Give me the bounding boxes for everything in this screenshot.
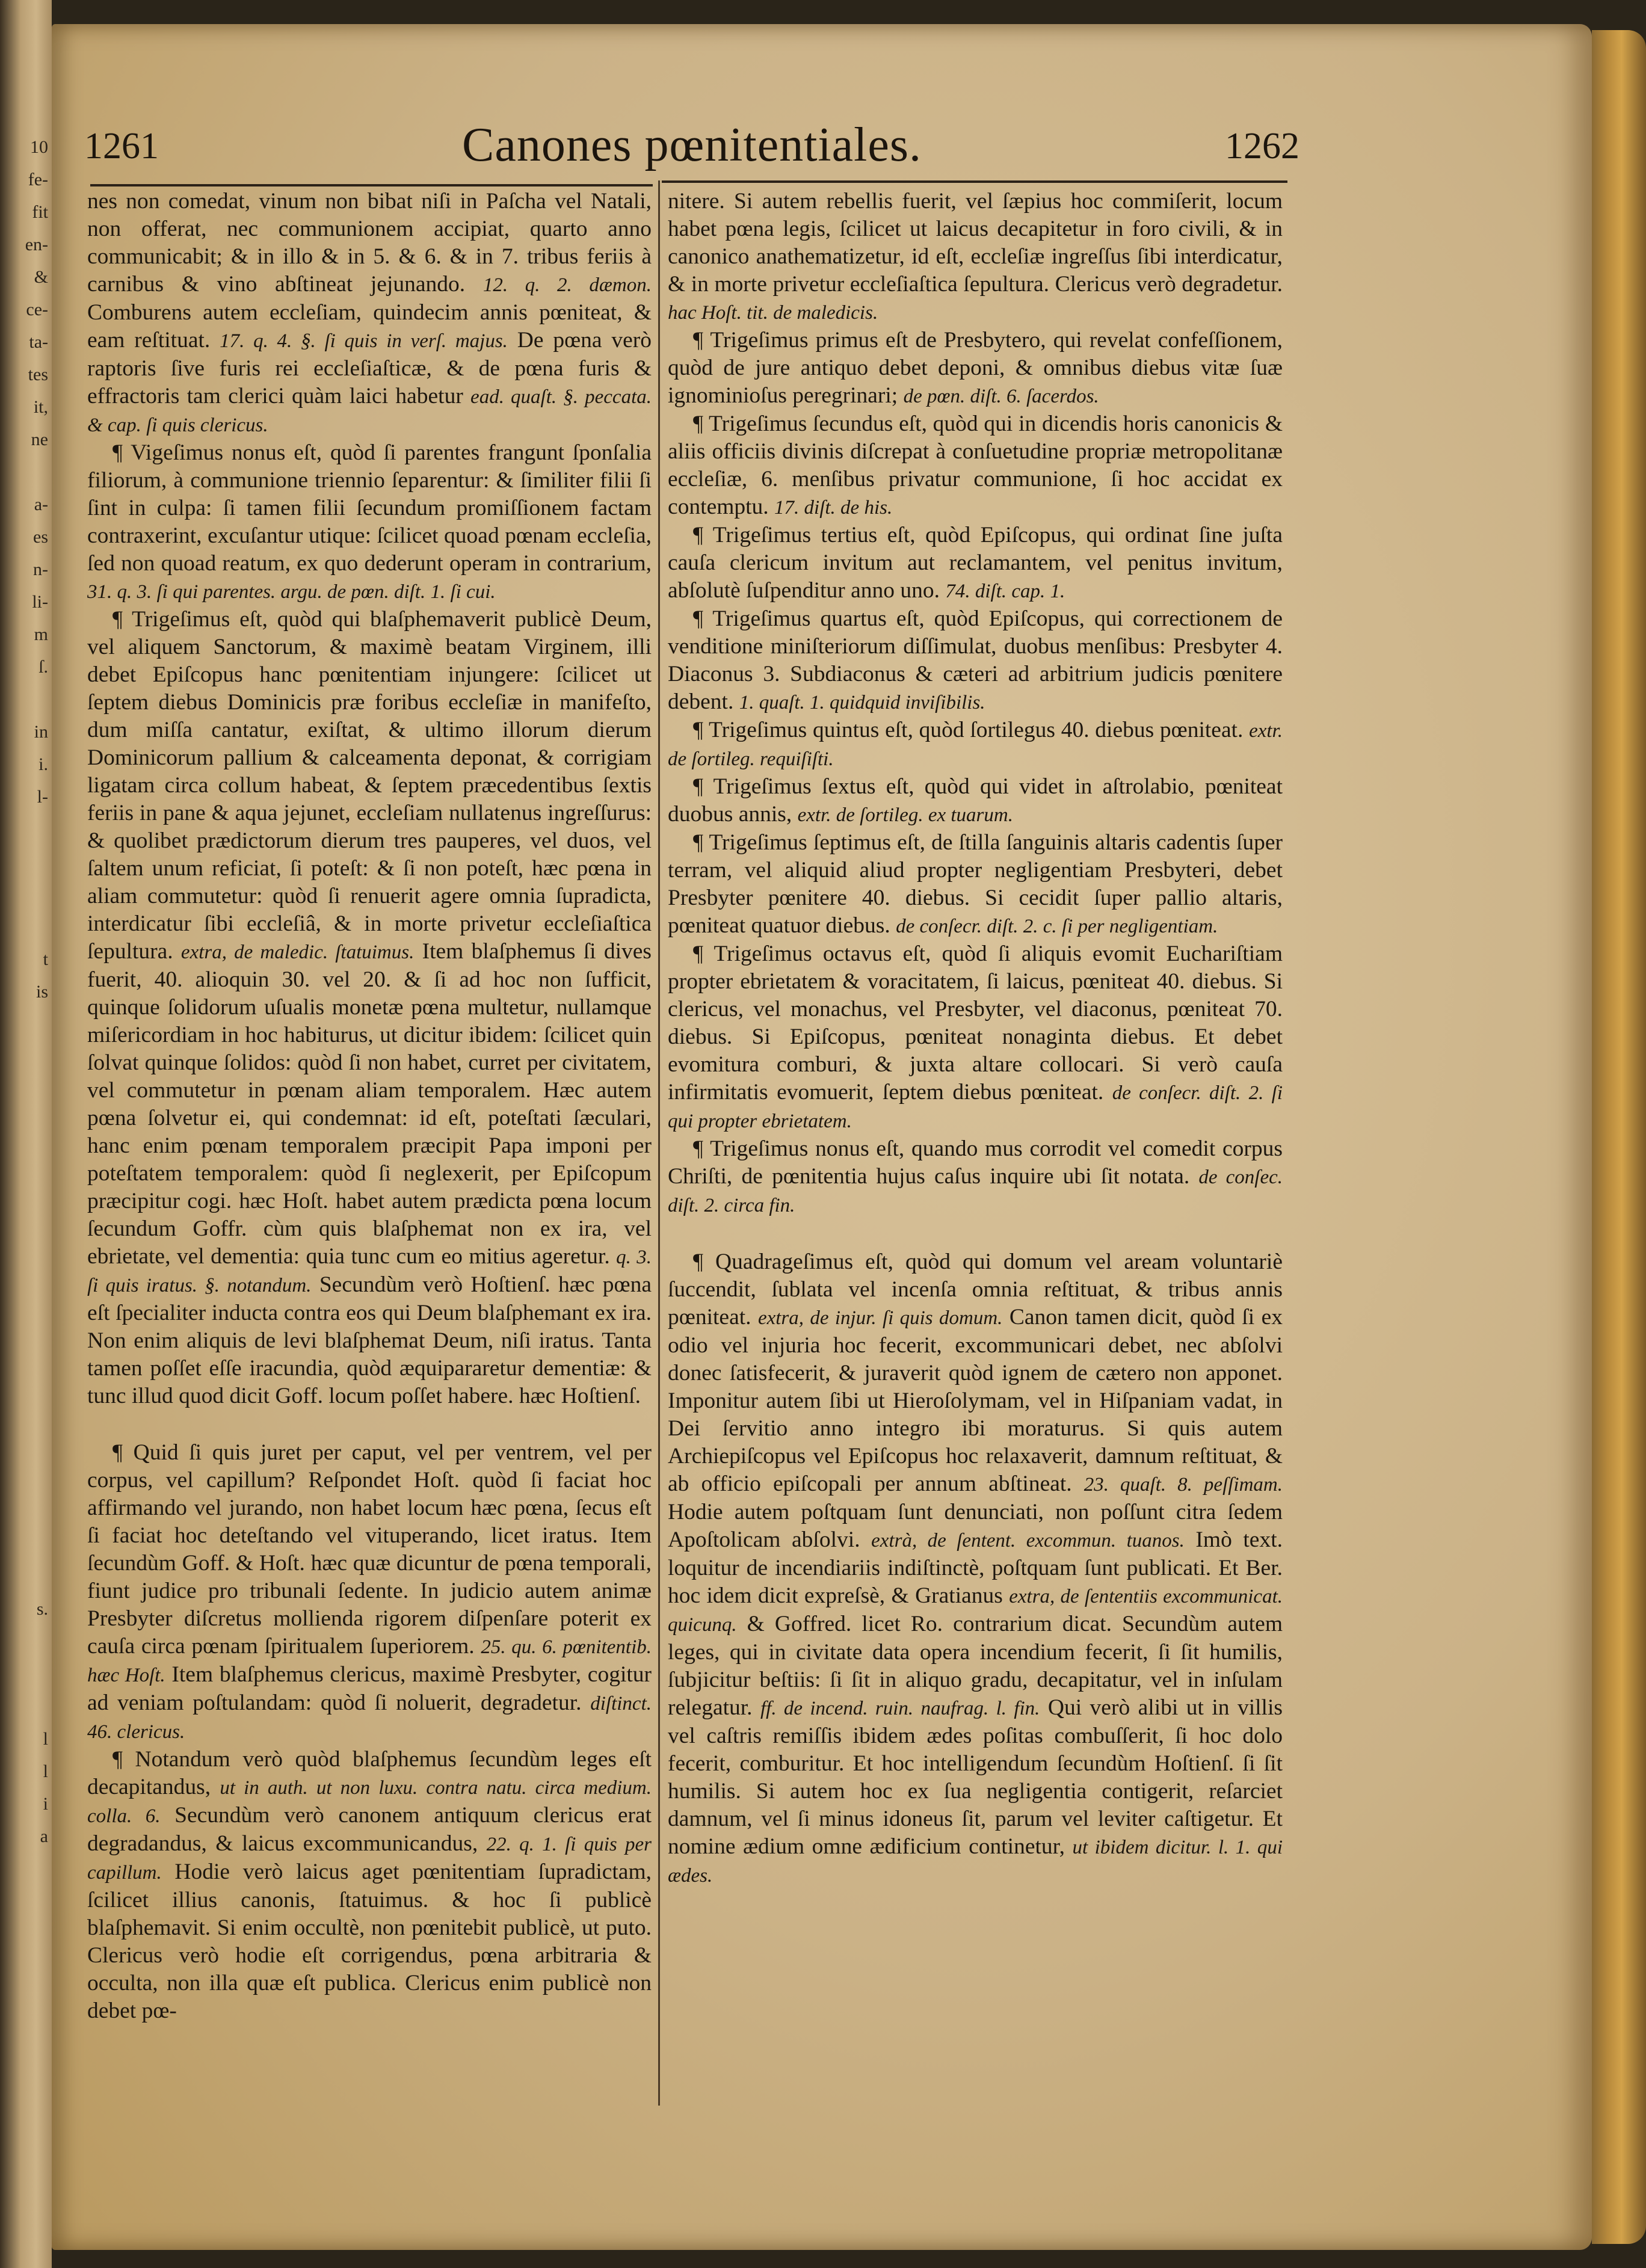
facing-page-fragment: m — [34, 624, 48, 644]
citation: 22. q. 1. ſi quis per capillum. — [87, 1834, 652, 1884]
facing-page-fragment: tes — [28, 365, 48, 384]
paragraph — [668, 606, 1283, 714]
paragraph — [87, 1860, 652, 2023]
facing-page-fragment: 10 — [30, 137, 48, 157]
paragraph — [668, 189, 1283, 324]
facing-page-fragment: t — [43, 949, 48, 969]
citation: ut in auth. ut non luxu. contra natu. circa medium. colla. 6. — [87, 1777, 652, 1827]
citation: 31. q. 3. ſi qui parentes. argu. de pœn. diſt. 1. ſi cui. — [87, 581, 496, 603]
citation: 17. q. 4. §. ſi quis in verſ. majus. — [220, 330, 508, 352]
paragraph-block — [87, 606, 652, 1410]
paragraph-text: ¶ Trigeſimus primus eſt de Presbytero, qui revelat confeſſionem, quòd de jure antiquo debet deponi, & omnibus diebus vitæ ſuæ ignominioſus peregrinari; — [668, 328, 1283, 408]
page-number-left: 1261 — [84, 126, 159, 167]
paragraph-text: Hodie verò laicus aget pœnitentiam ſupradictam, ſcilicet illius canonis, ſtatuimus. & hoc ſi publicè blaſphemavit. Si enim occultè, non pœnitebit publicè, ut puto. Clericus verò hodie eſt corrigendus, pœna arbitraria & occulta, non illa quæ eſt publica. Clericus enim publicè non debet pœ- — [87, 1860, 652, 2023]
facing-page-fragment: ne — [31, 430, 48, 449]
citation: 23. quaſt. 8. peſſimam. — [1083, 1474, 1283, 1496]
citation: 17. diſt. de his. — [774, 497, 893, 519]
running-header — [84, 118, 1299, 178]
facing-page-fragment: s. — [36, 1599, 48, 1619]
citation: ead. quaſt. §. peccata. & cap. ſi quis clericus. — [87, 386, 652, 436]
paragraph-block — [668, 773, 1283, 829]
facing-page-fragment: ta- — [29, 332, 48, 352]
paragraph — [668, 774, 1283, 827]
paragraph — [87, 939, 652, 1297]
paragraph — [87, 1662, 652, 1743]
header-rule-right — [662, 180, 1287, 183]
citation: q. 3. ſi quis iratus. §. notandum. — [87, 1246, 652, 1296]
facing-page-fragment: li- — [32, 592, 48, 612]
paragraph — [668, 328, 1283, 408]
paragraph-block — [87, 439, 652, 606]
facing-page-fragment: a- — [34, 495, 48, 514]
paragraph — [87, 607, 652, 964]
citation: extra, de maledic. ſtatuimus. — [180, 941, 415, 963]
facing-page-fragment: fe- — [28, 170, 48, 190]
paragraph — [668, 411, 1283, 519]
column-divider — [658, 180, 660, 2106]
paragraph-text: ¶ Trigeſimus ſecundus eſt, quòd qui in dicendis horis canonicis & aliis officiis divinis diſcrepat à conſuetudine propriæ metropolitanæ eccleſiæ, 6. menſibus privatur communione, ſi hoc accidat ex contemptu. — [668, 411, 1283, 519]
citation: ut ibidem dicitur. l. 1. qui ædes. — [668, 1837, 1283, 1887]
facing-page-fragment: l- — [37, 787, 48, 807]
paragraph-block — [87, 1439, 652, 1746]
paragraph-text: ¶ Trigeſimus ſeptimus eſt, de ſtilla ſanguinis altaris cadentis ſuper terram, vel aliquid aliud propter negligentiam Presbyteri, debet Presbyter pœnitere 40. diebus. Si cecidit ſuper pallio altaris, pœniteat quatuor diebus. — [668, 830, 1283, 938]
paragraph-text: nitere. Si autem rebellis fuerit, vel ſæpius hoc commiſerit, locum habet pœna legis, ſcilicet ut laicus decapitetur in foro civili, & in canonico anathematizetur, id eſt, eccleſiæ ingreſſus ſibi interdicatur, & in morte privetur eccleſiaſtica ſepultura. Clericus verò degradetur. — [668, 189, 1283, 297]
paragraph — [87, 189, 652, 297]
facing-page-fragment: ce- — [26, 300, 48, 319]
citation: extrà, de ſentent. excommun. tuanos. — [871, 1530, 1185, 1552]
citation: 25. qu. 6. pœnitentib. hæc Hoſt. — [87, 1636, 652, 1686]
facing-page-fragment: i — [43, 1794, 48, 1814]
paragraph — [668, 718, 1283, 771]
paragraph-block — [668, 327, 1283, 410]
left-column — [87, 188, 652, 2025]
facing-page-fragment: in — [34, 722, 48, 742]
paragraph-text: Item blaſphemus clericus, maximè Presbyter, cogitur ad veniam poſtulandam: quòd ſi noluerit, degradetur. — [87, 1662, 652, 1715]
paragraph-text: ¶ Notandum verò quòd blaſphemus ſecundùm leges eſt decapitandus, — [87, 1747, 652, 1799]
facing-page-fragment: a — [40, 1826, 48, 1846]
paragraph-text: Secundùm verò canonem antiquum clericus erat degradandus, & laicus excommunicandus, — [87, 1803, 652, 1856]
facing-page-fragment: it, — [33, 397, 48, 417]
paragraph-text: ¶ Trigeſimus octavus eſt, quòd ſi aliquis evomit Euchariſtiam propter ebrietatem & voracitatem, ſi laicus, pœniteat 40. diebus. Si clericus, vel monachus, vel Presbyter, vel diaconus, pœniteat 70. diebus. Si Epiſcopus, pœniteat nonaginta diebus. Et debet evomitura comburi, & juxta altare collocari. Si verò cauſa infirmitatis evomuerit, ſeptem diebus pœniteat. — [668, 941, 1283, 1105]
paragraph — [668, 941, 1283, 1133]
header-rule-left — [90, 184, 653, 186]
right-column — [668, 188, 1283, 1890]
citation: extr. de ſortileg. ex tuarum. — [797, 804, 1013, 826]
paragraph-block — [668, 716, 1283, 773]
facing-page-fragment: es — [33, 527, 48, 547]
paragraph-block — [668, 410, 1283, 522]
paragraph — [668, 1500, 1283, 1552]
paragraph-block — [87, 1746, 652, 2025]
paragraph-text: ¶ Vigeſimus nonus eſt, quòd ſi parentes frangunt ſponſalia filiorum, à communione triennio ſeparentur: & ſimiliter filii ſi ſint in culpa: ſi tamen filii ſecundum promiſſionem factam contraxerint, excuſantur utique: ſcilicet quoad pœnam eccleſia, ſed non quoad reatum, ex quo dederunt operam in contrarium, — [87, 440, 652, 576]
citation: extr. de ſortileg. requiſiſti. — [668, 720, 1283, 770]
paragraph — [668, 1695, 1283, 1887]
page-title: Canones pœnitentiales. — [461, 119, 922, 171]
paragraph-text: ¶ Trigeſimus eſt, quòd qui blaſphemaverit publicè Deum, vel aliquem Sanctorum, & maximè beatam Virginem, illi debet Epiſcopus hanc pœnitentiam injungere: ſcilicet ut ſeptem diebus Dominicis præ foribus eccleſiæ in manifeſto, dum miſſa cantatur, exiſtat, & ultimo illorum dierum Dominicorum pallium & calceamenta deponat, & corrigiam ligatam circa collum habeat, & ſeptem præcedentibus ſextis feriis in pane & aqua jejunet, eccleſiam nullatenus ingreſſurus: & quolibet prædictorum dierum tres pauperes, vel duos, vel ſaltem unum reficiat, ſi poteſt: & ſi non poteſt, hæc pœna in aliam commutetur: quòd ſi renuerit agere omnia ſupradicta, interdicatur ſibi eccleſiâ, & in morte privetur eccleſiaſtica ſepultura. — [87, 607, 652, 964]
paragraph-text: Comburens autem eccleſiam, quindecim annis pœniteat, & eam reſtituat. — [87, 300, 652, 353]
paragraph-text: Imò text. loquitur de incendiariis indiſtinctè, poſtquam ſunt publicati. Et Ber. hoc idem dicit expreſsè, & Gratianus — [668, 1527, 1283, 1608]
citation: diſtinct. 46. clericus. — [87, 1693, 652, 1743]
citation: hac Hoſt. tit. de maledicis. — [668, 302, 878, 324]
paragraph-text: Item blaſphemus ſi dives fuerit, 40. alioquin 30. vel 20. & ſi ad hoc non ſufficit, quinque ſolidorum uſualis monetæ pœna multetur, nullamque miſericordiam in hoc habiturus, ut dicitur ibidem: ſcilicet quin ſolvat quinque ſolidos: quòd ſi non habet, curret per civitatem, vel commutetur in pœnam aliam temporalem. Hæc autem pœna ſolvetur ei, qui condemnat: id eſt, poteſtati ſæculari, hanc enim pœnam temporalem præcipit Papa imponi per poteſtatem temporalem: quòd ſi neglexerit, per Epiſcopum præcipitur cogi. hæc Hoſt. habet autem prædicta pœna locum ſecundum Goffr. cùm quis blaſphemat non ex ira, vel ebrietate, vel dementia: quia tunc cum eo mitius ageretur. — [87, 939, 652, 1269]
paragraph — [668, 523, 1283, 603]
paragraph-text: ¶ Trigeſimus ſextus eſt, quòd qui videt in aſtrolabio, pœniteat duobus annis, — [668, 774, 1283, 827]
citation: ff. de incend. ruin. naufrag. l. fin. — [760, 1698, 1040, 1719]
facing-page-fragment: ſ. — [39, 657, 48, 677]
paragraph-block — [668, 605, 1283, 716]
paragraph-block — [87, 188, 652, 439]
paragraph-text: ¶ Trigeſimus quartus eſt, quòd Epiſcopus, qui correctionem de venditione miniſteriorum diſſimulat, duobus menſibus: Presbyter 4. Diaconus 3. Subdiaconus & cæteri ad arbitrium judicis pœnitere debent. — [668, 606, 1283, 714]
citation: de conſecr. diſt. 2. ſi qui propter ebrietatem. — [668, 1082, 1283, 1132]
citation: de conſecr. diſt. 2. c. ſi per negligentiam. — [896, 916, 1218, 937]
page-number-right: 1262 — [1225, 126, 1299, 167]
facing-page-fragment: l — [43, 1761, 48, 1781]
facing-page-edge — [0, 0, 52, 2268]
paragraph — [87, 1440, 652, 1687]
citation: 12. q. 2. dæmon. — [482, 274, 652, 296]
paragraph — [668, 1136, 1283, 1217]
facing-page-fragment: & — [34, 267, 48, 287]
facing-page-fragment: is — [35, 982, 48, 1002]
paragraph-text: ¶ Quadrageſimus eſt, quòd qui domum vel aream voluntariè ſuccendit, ſublata vel incenſa omnia reſtituat, & tribus annis pœniteat. — [668, 1250, 1283, 1330]
page-fore-edge — [1592, 30, 1646, 2244]
citation: de conſec. diſt. 2. circa fin. — [668, 1166, 1283, 1216]
paragraph-text: Secundùm verò Hoſtienſ. hæc pœna eſt ſpecialiter inducta contra eos qui Deum blaſphemant ex ira. Non enim aliquis de levi blaſphemat Deum, niſi iratus. Tanta tamen poſſet eſſe iracundia, quòd æquipararetur dementiæ: & tunc illud quod dicit Goff. locum poſſet habere. hæc Hoſtienſ. — [87, 1272, 652, 1408]
paragraph-block — [668, 940, 1283, 1135]
facing-page-fragment: en- — [25, 235, 48, 254]
citation: extra, de injur. ſi quis domum. — [757, 1307, 1003, 1329]
citation: 1. quaſt. 1. quidquid inviſibilis. — [739, 692, 985, 713]
paragraph — [87, 440, 652, 603]
paragraph-text: ¶ Trigeſimus quintus eſt, quòd ſortilegus 40. diebus pœniteat. — [693, 718, 1250, 742]
paragraph-text: ¶ Trigeſimus nonus eſt, quando mus corrodit vel comedit corpus Chriſti, de pœnitentia hujus caſus inquire ubi ſit notata. — [668, 1136, 1283, 1189]
citation: de pœn. diſt. 6. ſacerdos. — [903, 386, 1099, 407]
paragraph-block — [668, 829, 1283, 940]
facing-page-fragment: l — [43, 1729, 48, 1749]
paragraph-text: ¶ Trigeſimus tertius eſt, quòd Epiſcopus, qui ordinat ſine juſta cauſa clericum invitum aut reclamantem, vel penitus invitum, abſolutè ſuſpenditur anno uno. — [668, 523, 1283, 603]
facing-page-fragment: fit — [32, 202, 48, 222]
paragraph — [668, 830, 1283, 938]
paragraph-text: Canon tamen dicit, quòd ſi ex odio vel injuria hoc fecerit, excommunicari debet, nec abſolvi donec ſatisfecerit, & juraverit quòd ignem de cætero non apponet. Imponitur autem ſibi ut Hieroſolymam, vel in Hiſpaniam vadat, in Dei ſervitio anno integro ibi moraturus. Si quis autem Archiepiſcopus vel Epiſcopus hoc relaxaverit, damnum reſtituat, & ab officio epiſcopali per annum abſtineat. — [668, 1305, 1283, 1496]
paragraph-block — [668, 1248, 1283, 1890]
paragraph-block — [668, 1135, 1283, 1219]
paragraph-text: nes non comedat, vinum non bibat niſi in Paſcha vel Natali, non offerat, nec communionem accipiat, quarto anno communicabit; & in illo & in 5. & 6. & in 7. tribus feriis à carnibus & vino abſtineat jejunando. — [87, 189, 652, 297]
paragraph-text: Qui verò alibi ut in villis vel caſtris remiſſis ibidem ædes poſitas combuſſerit, ſi hoc dolo fecerit, comburitur. Et hoc intelligendum ſecundùm Hoſtienſ. ſi ſit humilis. Si autem hoc ex ſua negligentia contigerit, reſarciet damnum, vel ſi minus idoneus ſit, parum vel leviter caſtigetur. Et nomine ædium omne ædificium continetur, — [668, 1695, 1283, 1859]
paragraph-text: ¶ Quid ſi quis juret per caput, vel per ventrem, vel per corpus, vel capillum? Reſpondet Hoſt. quòd ſi faciat hoc affirmando vel jurando, non habet locum hæc pœna, ſecus eſt ſi faciat hoc deteſtando vel vituperando, licet iratus. Item ſecundùm Goff. & Hoſt. hæc quæ dicuntur de pœna temporali, fiunt judice pro tribunali ſedente. In judicio autem animæ Presbyter diſcretus mollienda rigorem diſpenſare poterit ex cauſa circa pœnam ſpiritualem ſuperiorem. — [87, 1440, 652, 1659]
paragraph-block — [668, 188, 1283, 327]
citation: extra, de ſententiis excommunicat. quicunq. — [668, 1586, 1283, 1636]
citation: 74. diſt. cap. 1. — [945, 581, 1065, 602]
paragraph — [668, 1305, 1283, 1496]
facing-page-fragment: n- — [33, 559, 48, 579]
paragraph-text: De pœna verò raptoris ſive furis rei eccleſiaſticæ, & de pœna furis & effractoris tam clerici quàm laici habetur — [87, 328, 652, 408]
paragraph-text: Hodie autem poſtquam ſunt denunciati, non poſſunt citra ſedem Apoſtolicam abſolvi. — [668, 1500, 1283, 1552]
paragraph-text: & Goffred. licet Ro. contrarium dicat. Secundùm autem leges, qui in civitate data opera incendium fecerit, ſi ſit humilis, ſubjicitur beſtiis: ſi ſit in aliquo gradu, decapitatur, vel in inſulam relegatur. — [668, 1612, 1283, 1720]
paragraph-block — [668, 522, 1283, 605]
facing-page-fragment: i. — [39, 754, 48, 774]
